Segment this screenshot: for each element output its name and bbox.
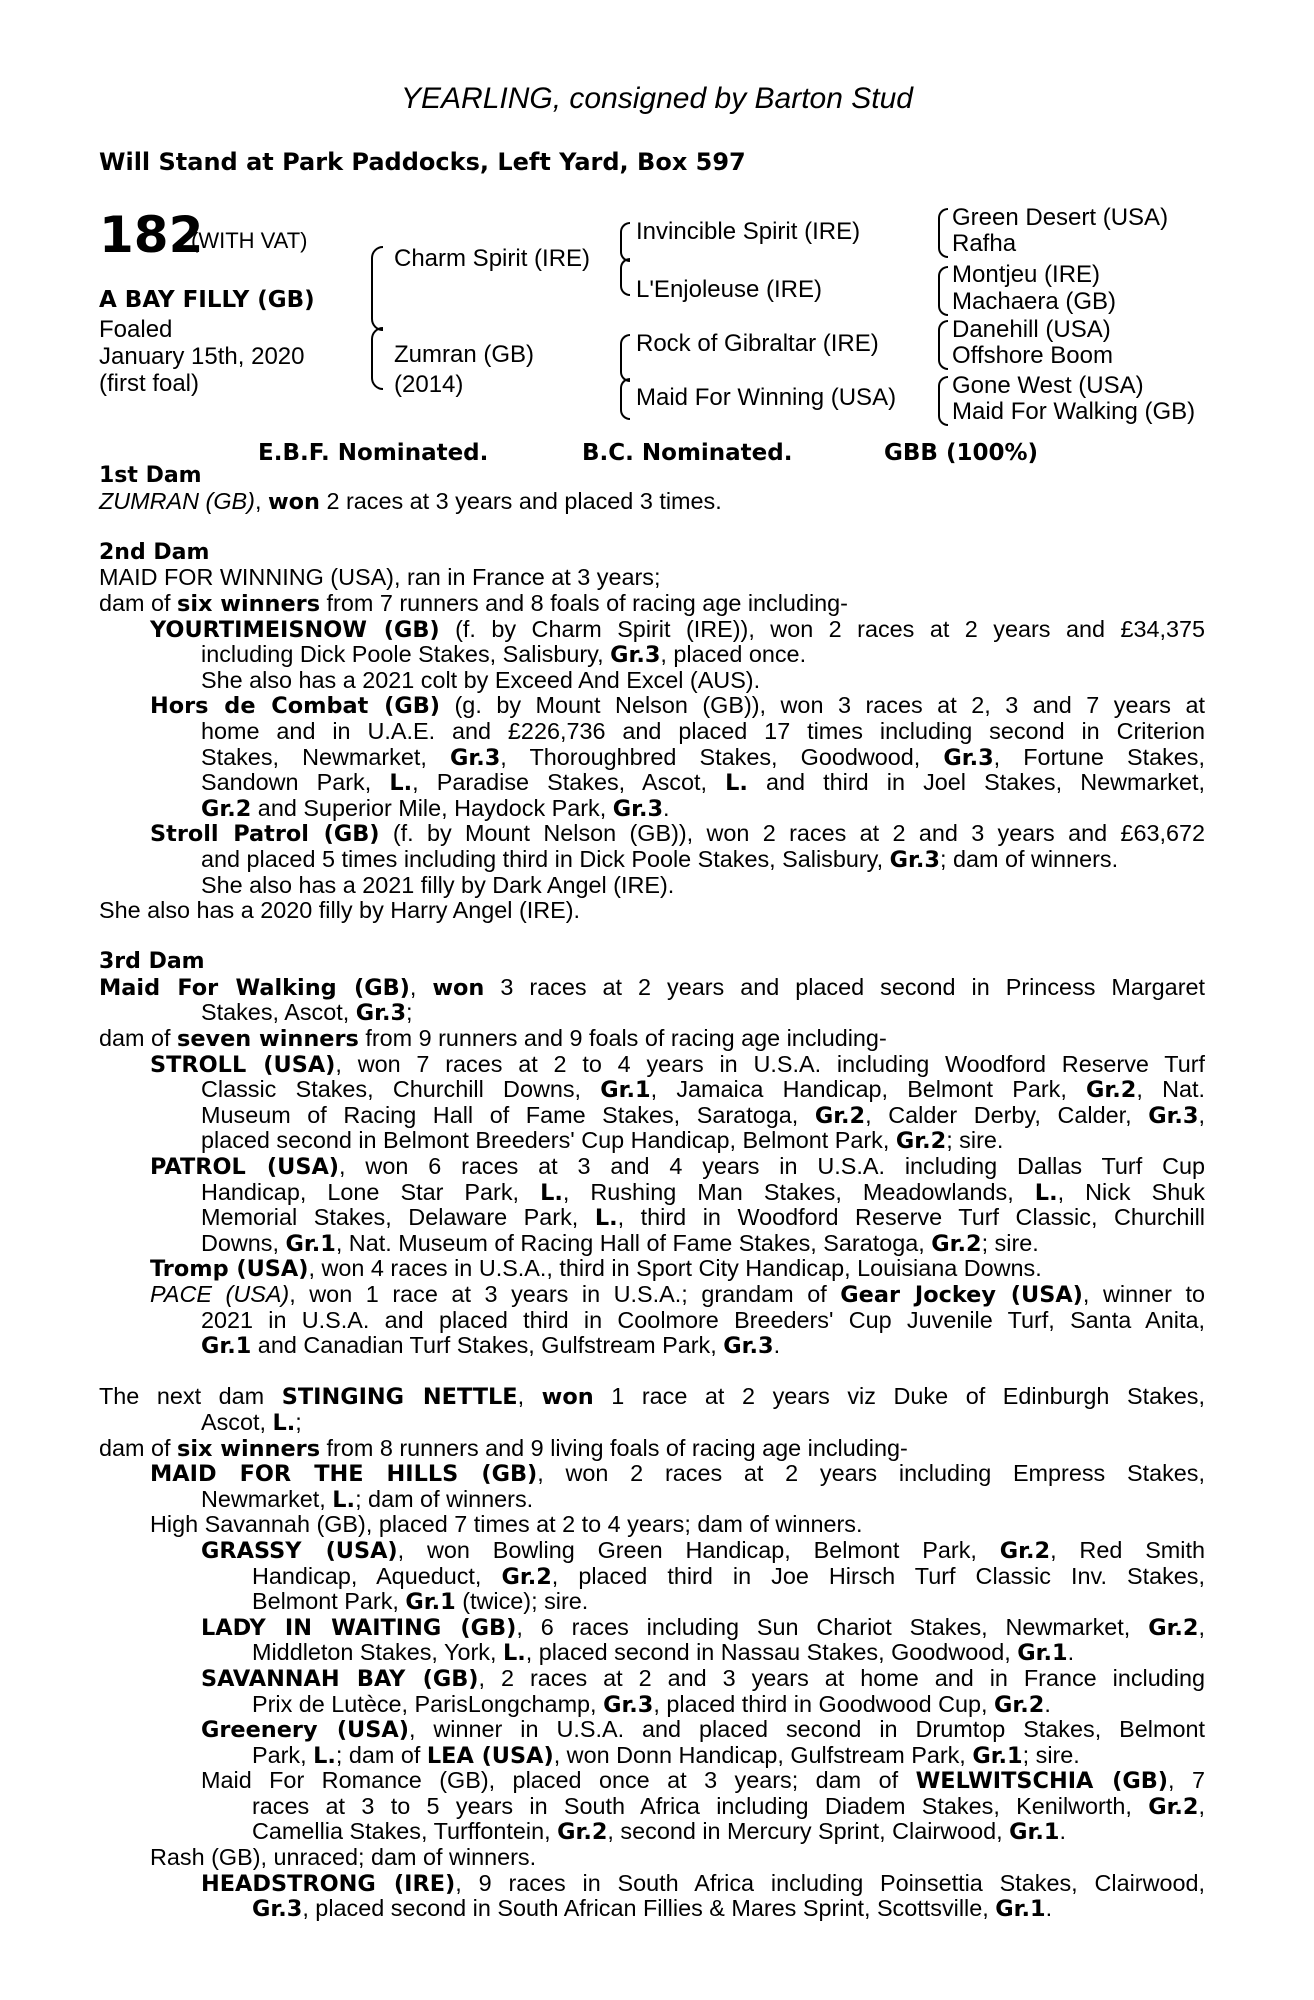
third-dam-line: Maid For Walking (GB), won 3 races at 2 years and placed second in Princess Margaret	[99, 974, 1205, 1001]
sire-sire: Invincible Spirit (IRE)	[636, 218, 861, 245]
next-dam-line: The next dam STINGING NETTLE, won 1 race at 2 years viz Duke of Edinburgh Stakes,	[99, 1384, 1205, 1410]
produce-entry: Greenery (USA), winner in U.S.A. and placed second in Drumtop Stakes, Belmont	[201, 1717, 1205, 1743]
dam-history: 1st Dam ZUMRAN (GB), won 2 races at 3 years and placed 3 times. 2nd Dam MAID FOR WINNING (USA), ran in France at 3 years; dam of six winners from 7 runners and 8 foals of racing age including- YOURTIMEISNOW (GB) (f. by Charm Spirit (IRE)), won 2 races at 2 years and £34,375 including Dick Poole Stakes, Salisbury, Gr.3, placed once. She also has a 2021 colt by Exceed And Excel (AUS). Hors de Combat (GB) (g. by Mount Nelson (GB)), won 3 races at 2, 3 and 7 years at home and in U.A.E. and £226,736 and placed 17 times including second in Criterion Stakes, Newmarket, Gr.3, Thoroughbred Stakes, Goodwood, Gr.3, Fortune Stakes, Sandown Park, L., Paradise Stakes, Ascot, L. and third in Joel Stakes, Newmarket, Gr.2 and Superior Mile, Haydock Park, Gr.3. Stroll Patrol (GB) (f. by Mount Nelson (GB)), won 2 races at 2 and 3 years and £63,672 and placed 5 times including third in Dick Poole Stakes, Salisbury, Gr.3; dam of winners. She also has a 2021 filly by Dark Angel (IRE). She also has a 2020 filly by Harry Angel (IRE). 3rd Dam Maid For Walking (GB), won 3 races at 2 years and placed second in Princess Margaret Stakes, Ascot, Gr.3; dam of seven winners from 9 runners and 9 foals of racing age including- STROLL (USA), won 7 races at 2 to 4 years in U.S.A. including Woodford Reserve Turf Classic Stakes, Churchill Downs, Gr.1, Jamaica Handicap, Belmont Park, Gr.2, Nat. Museum of Racing Hall of Fame Stakes, Saratoga, Gr.2, Calder Derby, Calder, Gr.3, placed second in Belmont Breeders' Cup Handicap, Belmont Park, Gr.2; sire. PATROL (USA), won 6 races at 3 and 4 years in U.S.A. including Dallas Turf Cup Handicap, Lone Star Park, L., Rushing Man Stakes, Meadowlands, L., Nick Shuk Memorial Stakes, Delaware Park, L., third in Woodford Reserve Turf Classic, Churchill Downs, Gr.1, Nat. Museum of Racing Hall of Fame Stakes, Saratoga, Gr.2; sire. Tromp (USA), won 4 races in U.S.A., third in Sport City Handicap, Louisiana Downs. PACE (USA), won 1 race at 3 years in U.S.A.; grandam of Gear Jockey (USA), winner to 2021 in U.S.A. and placed third in Coolmore Breeders' Cup Juvenile Turf, Santa Anita, Gr.1 and Canadian Turf Stakes, Gulfstream Park, Gr.3. The next dam STINGING NETTLE, won 1 race at 2 years viz Duke of Edinburgh Stakes, Ascot, L.; dam of six winners from 8 runners and 9 living foals of racing age including- MAID FOR THE HILLS (GB), won 2 races at 2 years including Empress Stakes, Newmarket, L.; dam of winners. High Savannah (GB), placed 7 times at 2 to 4 years; dam of winners. GRASSY (USA), won Bowling Green Handicap, Belmont Park, Gr.2, Red Smith Handicap, Aqueduct, Gr.2, placed third in Joe Hirsch Turf Classic Inv. Stakes, Belmont Park, Gr.1 (twice); sire. LADY IN WAITING (GB), 6 races including Sun Chariot Stakes, Newmarket, Gr.2, Middleton Stakes, York, L., placed second in Nassau Stakes, Goodwood, Gr.1. SAVANNAH BAY (GB), 2 races at 2 and 3 years at home and in France including Prix de Lutèce, ParisLongchamp, Gr.3, placed third in Goodwood Cup, Gr.2. Greenery (USA), winner in U.S.A. and placed second in Drumtop Stakes, Belmont Park, L.; dam of LEA (USA), won Donn Handicap, Gulfstream Park, Gr.1; sire. Maid For Romance (GB), placed once at 3 years; dam of WELWITSCHIA (GB), 7 races at 3 to 5 years in South Africa including Diadem Stakes, Kenilworth, Gr.2, Camellia Stakes, Turffontein, Gr.2, second in Mercury Sprint, Clairwood, Gr.1. Rash (GB), unraced; dam of winners. HEADSTRONG (IRE), 9 races in South Africa including Poinsettia Stakes, Clairwood, Gr.3, placed second in South African Fillies & Mares Sprint, Scottsville, Gr.1.	[99, 463, 1205, 1923]
g-bracket-2	[938, 266, 948, 316]
g-bracket-1	[938, 208, 948, 258]
stand-location: Will Stand at Park Paddocks, Left Yard, Box 597	[99, 148, 746, 176]
produce-entry: LADY IN WAITING (GB), 6 races including Sun Chariot Stakes, Newmarket, Gr.2,	[201, 1614, 1205, 1641]
produce-entry: Hors de Combat (GB) (g. by Mount Nelson (GB)), won 3 races at 2, 3 and 7 years at	[150, 693, 1205, 719]
page-title: YEARLING, consigned by Barton Stud	[401, 82, 913, 115]
dam-dam: Maid For Winning (USA)	[636, 384, 897, 411]
second-dam-line: MAID FOR WINNING (USA), ran in France at 3 years;	[99, 564, 661, 591]
pedigree-g7: Gone West (USA)	[952, 372, 1144, 399]
first-dam-text: ZUMRAN (GB), won 2 races at 3 years and placed 3 times.	[99, 487, 722, 515]
next-dam-produce-summary: dam of six winners from 8 runners and 9 living foals of racing age including-	[99, 1434, 908, 1462]
gbb-rating: GBB (100%)	[884, 440, 1039, 466]
produce-entry: Maid For Romance (GB), placed once at 3 years; dam of WELWITSCHIA (GB), 7	[201, 1768, 1205, 1794]
g-bracket-3	[938, 320, 948, 370]
produce-entry: Tromp (USA), won 4 races in U.S.A., third in Sport City Handicap, Louisiana Downs.	[150, 1255, 1042, 1283]
pedigree-g8: Maid For Walking (GB)	[952, 398, 1196, 425]
dam-line-bracket-top	[620, 334, 630, 382]
sire-bracket	[371, 246, 383, 331]
third-dam-heading: 3rd Dam	[99, 949, 205, 975]
second-dam-produce-summary: dam of six winners from 7 runners and 8 foals of racing age including-	[99, 589, 848, 617]
pedigree-g3: Montjeu (IRE)	[952, 261, 1101, 288]
dam-sire: Rock of Gibraltar (IRE)	[636, 330, 879, 357]
sire-dam: L'Enjoleuse (IRE)	[636, 276, 822, 303]
produce-entry: PACE (USA), won 1 race at 3 years in U.S.A.; grandam of Gear Jockey (USA), winner to	[150, 1282, 1205, 1308]
pedigree-g2: Rafha	[952, 230, 1017, 257]
produce-entry: Rash (GB), unraced; dam of winners.	[150, 1844, 537, 1871]
sire-line-bracket-bottom	[620, 258, 630, 296]
pedigree-g1: Green Desert (USA)	[952, 204, 1169, 231]
lot-number: 182	[99, 206, 204, 264]
produce-entry: HEADSTRONG (IRE), 9 races in South Africa including Poinsettia Stakes, Clairwood,	[201, 1870, 1205, 1897]
sire-line-bracket-top	[620, 222, 630, 262]
dam-name: Zumran (GB)	[394, 341, 535, 368]
g-bracket-4	[938, 376, 948, 426]
foal-note: (first foal)	[99, 370, 200, 397]
produce-entry: MAID FOR THE HILLS (GB), won 2 races at 2 years including Empress Stakes,	[150, 1461, 1205, 1487]
third-dam-produce-summary: dam of seven winners from 9 runners and 9 foals of racing age including-	[99, 1025, 887, 1053]
horse-description: A BAY FILLY (GB)	[99, 287, 315, 313]
produce-entry: YOURTIMEISNOW (GB) (f. by Charm Spirit (IRE)), won 2 races at 2 years and £34,375	[150, 616, 1205, 643]
first-dam-heading: 1st Dam	[99, 463, 202, 488]
pedigree-g6: Offshore Boom	[952, 342, 1113, 369]
second-dam-heading: 2nd Dam	[99, 539, 210, 565]
ebf-nomination: E.B.F. Nominated.	[258, 440, 489, 466]
foaled-label: Foaled	[99, 316, 173, 343]
foaled-date: January 15th, 2020	[99, 343, 305, 370]
produce-entry: STROLL (USA), won 7 races at 2 to 4 years in U.S.A. including Woodford Reserve Turf	[150, 1051, 1205, 1078]
dam-bracket	[371, 327, 383, 390]
vat-note: (WITH VAT)	[191, 228, 308, 253]
produce-entry: SAVANNAH BAY (GB), 2 races at 2 and 3 years at home and in France including	[201, 1665, 1205, 1692]
pedigree-g4: Machaera (GB)	[952, 288, 1117, 315]
produce-entry: GRASSY (USA), won Bowling Green Handicap, Belmont Park, Gr.2, Red Smith	[201, 1537, 1205, 1564]
dam-year: (2014)	[394, 371, 464, 398]
bc-nomination: B.C. Nominated.	[582, 440, 793, 466]
sire-name: Charm Spirit (IRE)	[394, 245, 591, 272]
produce-entry: Stroll Patrol (GB) (f. by Mount Nelson (GB)), won 2 races at 2 and 3 years and £63,672	[150, 821, 1205, 847]
dam-line-bracket-bottom	[620, 378, 630, 420]
pedigree-g5: Danehill (USA)	[952, 316, 1111, 343]
produce-entry: PATROL (USA), won 6 races at 3 and 4 years in U.S.A. including Dallas Turf Cup	[150, 1154, 1205, 1180]
produce-entry: High Savannah (GB), placed 7 times at 2 to 4 years; dam of winners.	[150, 1511, 863, 1538]
